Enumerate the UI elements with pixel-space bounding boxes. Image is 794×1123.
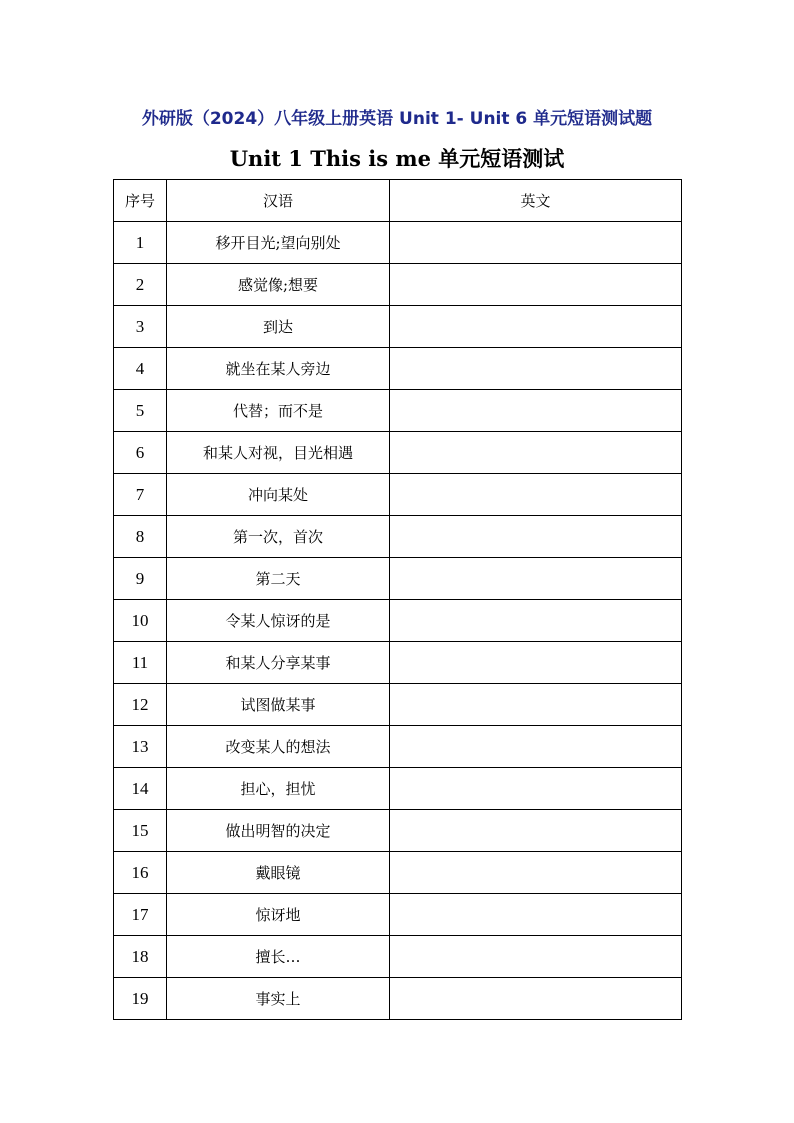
- table-row: [114, 432, 682, 474]
- row-number: 12: [114, 684, 167, 726]
- english-answer-cell[interactable]: [390, 726, 682, 768]
- header-number: 序号: [114, 180, 167, 222]
- english-answer-cell[interactable]: [390, 936, 682, 978]
- english-answer-cell[interactable]: [390, 810, 682, 852]
- chinese-phrase: 戴眼镜: [167, 852, 390, 894]
- english-answer-cell[interactable]: [390, 474, 682, 516]
- chinese-phrase: 第二天: [167, 558, 390, 600]
- english-answer-cell[interactable]: [390, 348, 682, 390]
- english-answer-cell[interactable]: [390, 852, 682, 894]
- table-row: [114, 726, 682, 768]
- header-english: 英文: [390, 180, 682, 222]
- chinese-phrase: 代替；而不是: [167, 390, 390, 432]
- chinese-phrase: 就坐在某人旁边: [167, 348, 390, 390]
- row-number: 3: [114, 306, 167, 348]
- english-answer-cell[interactable]: [390, 642, 682, 684]
- english-answer-cell[interactable]: [390, 894, 682, 936]
- chinese-phrase: 和某人分享某事: [167, 642, 390, 684]
- table-row: [114, 768, 682, 810]
- row-number: 18: [114, 936, 167, 978]
- document-title: 外研版（2024）八年级上册英语 Unit 1- Unit 6 单元短语测试题: [141, 109, 653, 129]
- chinese-phrase: 做出明智的决定: [167, 810, 390, 852]
- table-body: [114, 222, 682, 1020]
- chinese-phrase: 冲向某处: [167, 474, 390, 516]
- chinese-phrase: 移开目光;望向别处: [167, 222, 390, 264]
- english-answer-cell[interactable]: [390, 768, 682, 810]
- english-answer-cell[interactable]: [390, 684, 682, 726]
- row-number: 19: [114, 978, 167, 1020]
- table-row: [114, 348, 682, 390]
- table-row: [114, 474, 682, 516]
- table-row: [114, 894, 682, 936]
- chinese-phrase: 事实上: [167, 978, 390, 1020]
- chinese-phrase: 到达: [167, 306, 390, 348]
- english-answer-cell[interactable]: [390, 516, 682, 558]
- row-number: 17: [114, 894, 167, 936]
- table-row: [114, 306, 682, 348]
- row-number: 6: [114, 432, 167, 474]
- english-answer-cell[interactable]: [390, 222, 682, 264]
- row-number: 9: [114, 558, 167, 600]
- row-number: 4: [114, 348, 167, 390]
- chinese-phrase: 擅长…: [167, 936, 390, 978]
- table-row: [114, 222, 682, 264]
- english-answer-cell[interactable]: [390, 390, 682, 432]
- english-answer-cell[interactable]: [390, 600, 682, 642]
- table-row: [114, 600, 682, 642]
- chinese-phrase: 和某人对视，目光相遇: [167, 432, 390, 474]
- row-number: 8: [114, 516, 167, 558]
- table-row: [114, 810, 682, 852]
- english-answer-cell[interactable]: [390, 264, 682, 306]
- english-answer-cell[interactable]: [390, 432, 682, 474]
- row-number: 1: [114, 222, 167, 264]
- table-row: [114, 684, 682, 726]
- row-number: 7: [114, 474, 167, 516]
- english-answer-cell[interactable]: [390, 306, 682, 348]
- phrase-table: [113, 179, 682, 1020]
- table-row: [114, 936, 682, 978]
- chinese-phrase: 担心，担忧: [167, 768, 390, 810]
- header-chinese: 汉语: [167, 180, 390, 222]
- chinese-phrase: 试图做某事: [167, 684, 390, 726]
- chinese-phrase: 第一次，首次: [167, 516, 390, 558]
- english-answer-cell[interactable]: [390, 558, 682, 600]
- row-number: 5: [114, 390, 167, 432]
- chinese-phrase: 感觉像;想要: [167, 264, 390, 306]
- row-number: 14: [114, 768, 167, 810]
- english-answer-cell[interactable]: [390, 978, 682, 1020]
- chinese-phrase: 惊讶地: [167, 894, 390, 936]
- table-row: [114, 558, 682, 600]
- table-row: [114, 852, 682, 894]
- table-row: [114, 264, 682, 306]
- row-number: 11: [114, 642, 167, 684]
- table-row: [114, 516, 682, 558]
- unit-title: Unit 1 This is me 单元短语测试: [229, 146, 565, 171]
- table-row: [114, 390, 682, 432]
- table-header-row: [114, 180, 682, 222]
- row-number: 15: [114, 810, 167, 852]
- chinese-phrase: 令某人惊讶的是: [167, 600, 390, 642]
- row-number: 10: [114, 600, 167, 642]
- row-number: 2: [114, 264, 167, 306]
- row-number: 13: [114, 726, 167, 768]
- row-number: 16: [114, 852, 167, 894]
- table-row: [114, 642, 682, 684]
- table-row: [114, 978, 682, 1020]
- chinese-phrase: 改变某人的想法: [167, 726, 390, 768]
